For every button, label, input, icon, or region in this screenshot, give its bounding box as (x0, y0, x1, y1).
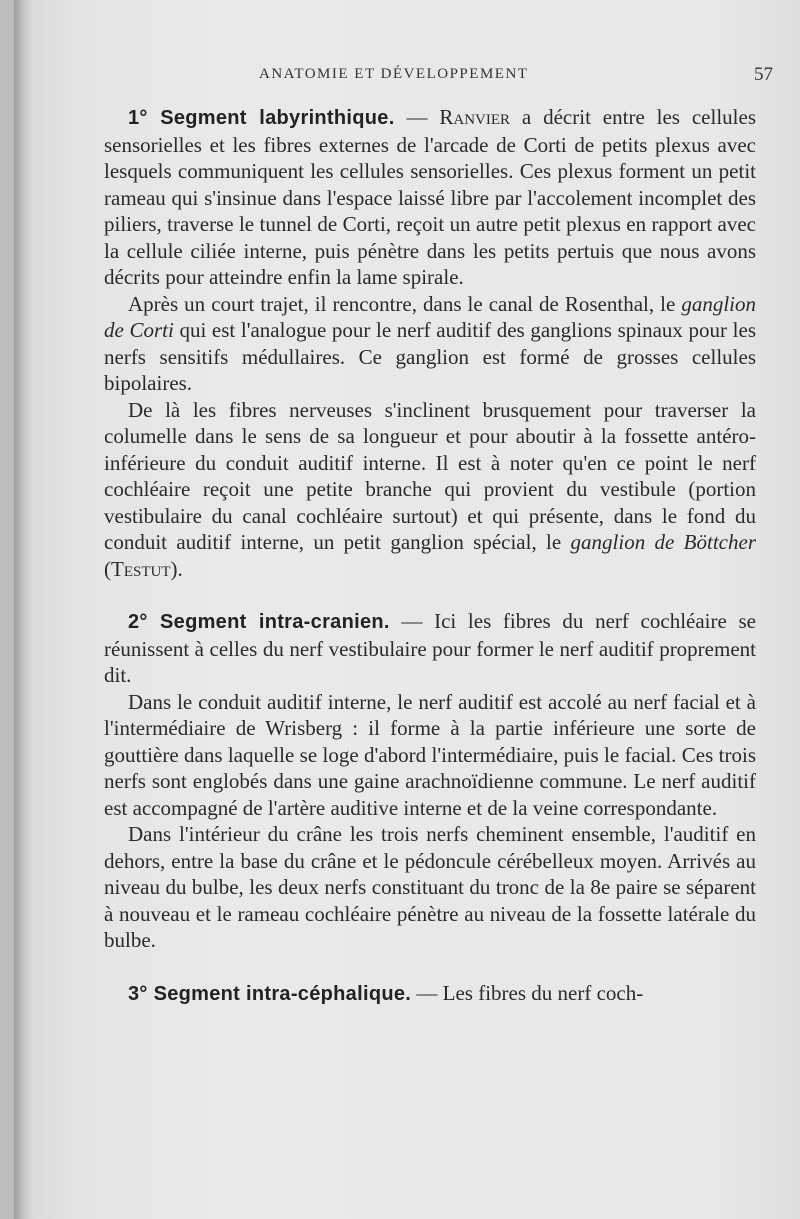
author-testut: Testut (111, 556, 171, 581)
section2-paragraph3: Dans l'intérieur du crâne les trois nerfs cheminent ensemble, l'auditif en dehors, entre la base du crâne et le pédoncule cérébelleux moyen. Arrivés au niveau du bulbe, les deux nerfs constituant du tronc de la 8e paire se séparent à nouveau et le rameau cochléaire pénètre au niveau de la fossette latérale du bulbe. (104, 822, 756, 952)
book-page (14, 0, 800, 1219)
section1-paragraph3 (104, 397, 756, 583)
section1-p3-text-a: De là les fibres nerveuses s'inclinent brusquement pour traverser la columelle dans le sens de sa longueur et pour aboutir à la fossette antéro-inférieure du conduit auditif interne. Il est à noter qu'en ce point le nerf cochléaire reçoit une petite branche qui provient du vestibule (portion vestibulaire du canal cochléaire surtout) et qui présente, dans le fond du conduit auditif interne, un petit ganglion spécial, le (104, 397, 756, 554)
section1-p1-text: a décrit entre les cellules sensorielles et les fibres externes de l'arcade de Corti de petits plexus avec lesquels communiquent les cellules sensorielles. Ces plexus forment un petit rameau qui s'insinue dans l'espace laissé libre par l'accolement incomplet des piliers, traverse le tunnel de Corti, reçoit un autre petit plexus en rapport avec la cellule ciliée interne, puis pénètre dans les petits pertuis que nous avons décrits pour atteindre enfin la lame spirale. (104, 105, 757, 289)
author-ranvier: Ranvier (439, 105, 511, 129)
ganglion-corti-term: ganglion de Corti (104, 291, 756, 342)
section2-paragraph2: Dans le conduit auditif interne, le nerf auditif est accolé au nerf facial et à l'intermédiaire de Wrisberg : il forme à la partie inférieure une sorte de gouttière dans laquelle se loge d'abord l'intermédiaire, puis le facial. Ces trois nerfs sont englobés dans une gaine arachnoïdienne commune. Le nerf auditif est accompagné de l'artère auditive interne et de la veine correspondante. (104, 689, 756, 820)
section3-paragraph1 (104, 980, 756, 1008)
section1-p3-text-b: ( (104, 556, 111, 581)
section1-p2-text-a: Après un court trajet, il rencontre, dans le canal de Rosenthal, le (128, 291, 682, 316)
ganglion-bottcher-term: ganglion de Böttcher (570, 530, 756, 554)
body-text (104, 104, 756, 1007)
section1-p1-dash: — (394, 105, 440, 129)
section3-heading: 3° Segment intra-céphalique. (128, 982, 412, 1005)
section-gap (104, 582, 756, 608)
binding-shadow (14, 0, 32, 1219)
section2-paragraph1 (104, 608, 756, 689)
section1-paragraph1 (104, 104, 756, 291)
section2-p1-text: — Ici les fibres du nerf cochléaire se réunissent à celles du nerf vestibulaire pour former le nerf auditif proprement dit. (104, 609, 756, 687)
section3-p1-text: — Les fibres du nerf coch- (411, 980, 644, 1005)
running-head (14, 64, 800, 88)
section1-p2-text-b: qui est l'analogue pour le nerf auditif des ganglions spinaux pour les nerfs sensitifs médullaires. Ce ganglion est formé de grosses cellules bipolaires. (104, 318, 757, 395)
section-gap (104, 954, 756, 980)
section2-heading: 2° Segment intra-cranien. (128, 611, 390, 633)
section1-paragraph2 (104, 291, 756, 397)
page-number: 57 (754, 64, 773, 85)
running-title: ANATOMIE ET DÉVELOPPEMENT (259, 66, 529, 82)
section1-heading: 1° Segment labyrinthique. (128, 107, 395, 129)
section1-p3-text-c: ). (170, 556, 183, 581)
